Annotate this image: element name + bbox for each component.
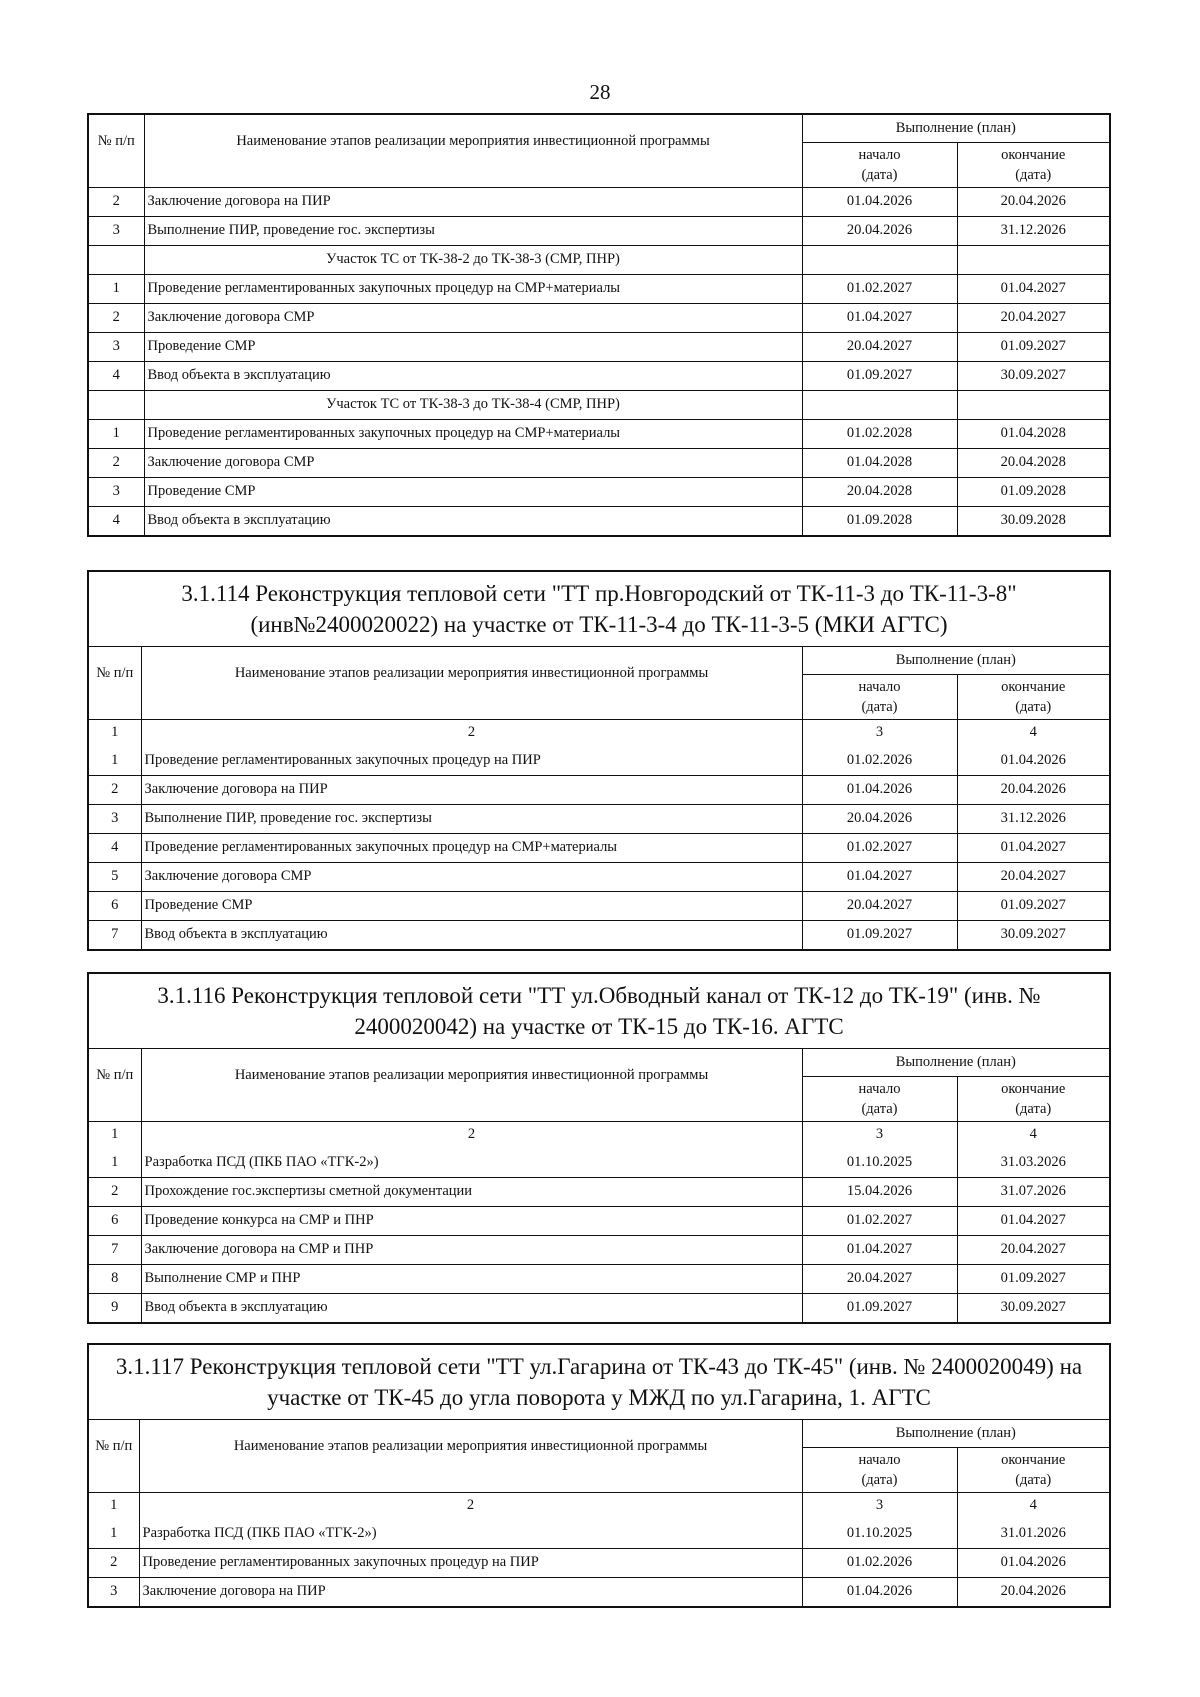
row-stage-name: Проведение СМР — [144, 477, 802, 506]
table-row — [89, 920, 1109, 949]
row-end-date: 30.09.2028 — [957, 506, 1109, 535]
row-start-date: 01.02.2027 — [802, 833, 957, 862]
row-end-date: 20.04.2026 — [957, 775, 1109, 804]
row-end-date: 01.04.2027 — [957, 274, 1109, 303]
row-number: 4 — [89, 833, 141, 862]
section-title: 3.1.116 Реконструкция тепловой сети "ТТ ул.Обводный канал от ТК-12 до ТК-19" (инв. № 2400020042) на участке от ТК-15 до ТК-16. АГТС — [89, 974, 1109, 1049]
schedule-table — [89, 115, 1109, 535]
row-end-date: 01.09.2027 — [957, 332, 1109, 361]
col-number: 1 — [89, 719, 141, 746]
row-number: 1 — [89, 274, 144, 303]
row-stage-name: Заключение договора на ПИР — [141, 775, 802, 804]
row-number: 8 — [89, 1264, 141, 1293]
header-exec: Выполнение (план) — [802, 1420, 1109, 1447]
table-row — [89, 804, 1109, 833]
table-row — [89, 1293, 1109, 1322]
row-stage-name: Заключение договора СМР — [141, 862, 802, 891]
row-end-date — [957, 245, 1109, 274]
row-end-date: 20.04.2027 — [957, 862, 1109, 891]
row-start-date: 20.04.2028 — [802, 477, 957, 506]
row-number: 7 — [89, 1235, 141, 1264]
row-number: 7 — [89, 920, 141, 949]
row-start-date: 01.04.2026 — [802, 1577, 957, 1606]
row-start-date: 01.04.2027 — [802, 303, 957, 332]
row-stage-name: Ввод объекта в эксплуатацию — [144, 506, 802, 535]
row-start-date: 01.10.2025 — [802, 1519, 957, 1548]
row-number: 1 — [89, 1519, 139, 1548]
table-row — [89, 1519, 1109, 1548]
row-number: 2 — [89, 1177, 141, 1206]
row-start-date: 20.04.2026 — [802, 216, 957, 245]
row-stage-name: Выполнение СМР и ПНР — [141, 1264, 802, 1293]
row-start-date: 20.04.2027 — [802, 1264, 957, 1293]
row-start-date: 01.04.2028 — [802, 448, 957, 477]
col-number: 4 — [957, 1121, 1109, 1148]
row-number: 1 — [89, 1148, 141, 1177]
row-end-date: 01.04.2027 — [957, 833, 1109, 862]
header-end: окончание (дата) — [957, 1447, 1109, 1492]
table-row — [89, 448, 1109, 477]
table-subheader-row — [89, 245, 1109, 274]
row-start-date: 01.04.2026 — [802, 187, 957, 216]
row-stage-name: Выполнение ПИР, проведение гос. экспертизы — [141, 804, 802, 833]
row-end-date: 01.09.2027 — [957, 891, 1109, 920]
table-row — [89, 862, 1109, 891]
row-number: 4 — [89, 361, 144, 390]
row-number: 3 — [89, 804, 141, 833]
row-number: 2 — [89, 187, 144, 216]
row-number: 3 — [89, 477, 144, 506]
table-row — [89, 1148, 1109, 1177]
row-stage-name: Проведение регламентированных закупочных процедур на СМР+материалы — [144, 419, 802, 448]
row-end-date: 31.03.2026 — [957, 1148, 1109, 1177]
section-114-block — [87, 570, 1111, 951]
header-exec: Выполнение (план) — [802, 1049, 1109, 1076]
row-start-date — [802, 245, 957, 274]
row-start-date: 01.10.2025 — [802, 1148, 957, 1177]
row-end-date: 30.09.2027 — [957, 361, 1109, 390]
header-exec: Выполнение (план) — [802, 115, 1109, 142]
row-stage-name: Разработка ПСД (ПКБ ПАО «ТГК-2») — [141, 1148, 802, 1177]
row-end-date: 01.04.2026 — [957, 746, 1109, 775]
row-start-date: 01.04.2027 — [802, 1235, 957, 1264]
row-end-date: 30.09.2027 — [957, 1293, 1109, 1322]
row-number: 2 — [89, 1548, 139, 1577]
row-number: 5 — [89, 862, 141, 891]
header-start: начало (дата) — [802, 142, 957, 187]
col-number: 2 — [141, 1121, 802, 1148]
row-stage-name: Проведение регламентированных закупочных процедур на ПИР — [141, 746, 802, 775]
row-end-date: 01.04.2027 — [957, 1206, 1109, 1235]
row-end-date: 01.09.2028 — [957, 477, 1109, 506]
header-num: № п/п — [89, 647, 141, 719]
row-start-date: 01.09.2027 — [802, 361, 957, 390]
row-end-date: 31.01.2026 — [957, 1519, 1109, 1548]
row-end-date: 31.12.2026 — [957, 216, 1109, 245]
row-end-date: 31.12.2026 — [957, 804, 1109, 833]
col-number: 3 — [802, 1492, 957, 1519]
row-number: 3 — [89, 332, 144, 361]
header-end: окончание (дата) — [957, 142, 1109, 187]
row-stage-name: Заключение договора на СМР и ПНР — [141, 1235, 802, 1264]
row-number: 2 — [89, 303, 144, 332]
subsection-title: Участок ТС от ТК-38-3 до ТК-38-4 (СМР, ПНР) — [144, 390, 802, 419]
table-row — [89, 1548, 1109, 1577]
row-number: 2 — [89, 775, 141, 804]
row-start-date: 01.02.2027 — [802, 274, 957, 303]
col-number: 3 — [802, 1121, 957, 1148]
row-start-date: 01.02.2026 — [802, 746, 957, 775]
header-end: окончание (дата) — [957, 674, 1109, 719]
header-num: № п/п — [89, 115, 144, 187]
header-name: Наименование этапов реализации мероприятия инвестиционной программы — [141, 647, 802, 719]
row-stage-name: Ввод объекта в эксплуатацию — [141, 920, 802, 949]
col-number: 4 — [957, 1492, 1109, 1519]
section-117-block — [87, 1343, 1111, 1608]
header-name: Наименование этапов реализации мероприятия инвестиционной программы — [144, 115, 802, 187]
row-start-date: 01.02.2026 — [802, 1548, 957, 1577]
table-row — [89, 746, 1109, 775]
table-row — [89, 833, 1109, 862]
col-number: 4 — [957, 719, 1109, 746]
row-start-date: 20.04.2026 — [802, 804, 957, 833]
row-number: 1 — [89, 419, 144, 448]
row-stage-name: Выполнение ПИР, проведение гос. экспертизы — [144, 216, 802, 245]
continuation-table-block — [87, 113, 1111, 537]
table-row — [89, 477, 1109, 506]
header-exec: Выполнение (план) — [802, 647, 1109, 674]
row-stage-name: Заключение договора СМР — [144, 448, 802, 477]
row-end-date: 20.04.2026 — [957, 187, 1109, 216]
row-number: 2 — [89, 448, 144, 477]
table-row — [89, 506, 1109, 535]
row-end-date: 20.04.2028 — [957, 448, 1109, 477]
row-end-date: 01.04.2028 — [957, 419, 1109, 448]
table-row — [89, 332, 1109, 361]
table-row — [89, 1577, 1109, 1606]
row-start-date: 01.02.2027 — [802, 1206, 957, 1235]
table-row — [89, 1235, 1109, 1264]
row-stage-name: Проведение конкурса на СМР и ПНР — [141, 1206, 802, 1235]
row-stage-name: Проведение СМР — [144, 332, 802, 361]
row-start-date: 20.04.2027 — [802, 891, 957, 920]
header-start: начало (дата) — [802, 1447, 957, 1492]
schedule-table — [89, 1049, 1109, 1322]
table-row — [89, 187, 1109, 216]
header-start: начало (дата) — [802, 674, 957, 719]
col-number: 3 — [802, 719, 957, 746]
row-end-date — [957, 390, 1109, 419]
header-num: № п/п — [89, 1049, 141, 1121]
schedule-table — [89, 1420, 1109, 1606]
row-start-date: 20.04.2027 — [802, 332, 957, 361]
schedule-table — [89, 647, 1109, 949]
row-stage-name: Заключение договора СМР — [144, 303, 802, 332]
row-number — [89, 245, 144, 274]
row-start-date: 15.04.2026 — [802, 1177, 957, 1206]
table-row — [89, 419, 1109, 448]
row-number: 6 — [89, 1206, 141, 1235]
row-stage-name: Проведение регламентированных закупочных процедур на ПИР — [139, 1548, 802, 1577]
col-number: 2 — [141, 719, 802, 746]
row-start-date: 01.04.2026 — [802, 775, 957, 804]
row-start-date: 01.09.2027 — [802, 1293, 957, 1322]
header-num: № п/п — [89, 1420, 139, 1492]
section-title: 3.1.117 Реконструкция тепловой сети "ТТ ул.Гагарина от ТК-43 до ТК-45" (инв. № 2400020049) на участке от ТК-45 до угла поворота у МЖД по ул.Гагарина, 1. АГТС — [89, 1345, 1109, 1420]
col-number: 2 — [139, 1492, 802, 1519]
row-end-date: 20.04.2026 — [957, 1577, 1109, 1606]
row-start-date: 01.09.2027 — [802, 920, 957, 949]
row-start-date: 01.09.2028 — [802, 506, 957, 535]
row-start-date — [802, 390, 957, 419]
row-number: 1 — [89, 746, 141, 775]
table-subheader-row — [89, 390, 1109, 419]
row-end-date: 31.07.2026 — [957, 1177, 1109, 1206]
header-start: начало (дата) — [802, 1076, 957, 1121]
table-row — [89, 274, 1109, 303]
row-number: 4 — [89, 506, 144, 535]
table-row — [89, 1177, 1109, 1206]
row-stage-name: Ввод объекта в эксплуатацию — [144, 361, 802, 390]
section-116-block — [87, 972, 1111, 1324]
row-stage-name: Проведение СМР — [141, 891, 802, 920]
header-name: Наименование этапов реализации мероприятия инвестиционной программы — [139, 1420, 802, 1492]
col-number: 1 — [89, 1121, 141, 1148]
subsection-title: Участок ТС от ТК-38-2 до ТК-38-3 (СМР, ПНР) — [144, 245, 802, 274]
table-row — [89, 1264, 1109, 1293]
row-number: 3 — [89, 1577, 139, 1606]
row-stage-name: Разработка ПСД (ПКБ ПАО «ТГК-2») — [139, 1519, 802, 1548]
section-title: 3.1.114 Реконструкция тепловой сети "ТТ пр.Новгородский от ТК-11-3 до ТК-11-3-8" (инв№2400020022) на участке от ТК-11-3-4 до ТК-11-3-5 (МКИ АГТС) — [89, 572, 1109, 647]
header-end: окончание (дата) — [957, 1076, 1109, 1121]
row-stage-name: Ввод объекта в эксплуатацию — [141, 1293, 802, 1322]
table-row — [89, 775, 1109, 804]
row-start-date: 01.02.2028 — [802, 419, 957, 448]
row-end-date: 20.04.2027 — [957, 1235, 1109, 1264]
row-end-date: 30.09.2027 — [957, 920, 1109, 949]
row-number: 9 — [89, 1293, 141, 1322]
table-row — [89, 361, 1109, 390]
col-number: 1 — [89, 1492, 139, 1519]
row-end-date: 20.04.2027 — [957, 303, 1109, 332]
row-stage-name: Заключение договора на ПИР — [139, 1577, 802, 1606]
row-number — [89, 390, 144, 419]
row-start-date: 01.04.2027 — [802, 862, 957, 891]
table-row — [89, 1206, 1109, 1235]
table-row — [89, 303, 1109, 332]
table-row — [89, 216, 1109, 245]
row-end-date: 01.04.2026 — [957, 1548, 1109, 1577]
row-stage-name: Проведение регламентированных закупочных процедур на СМР+материалы — [141, 833, 802, 862]
row-stage-name: Прохождение гос.экспертизы сметной документации — [141, 1177, 802, 1206]
table-row — [89, 891, 1109, 920]
row-number: 3 — [89, 216, 144, 245]
header-name: Наименование этапов реализации мероприятия инвестиционной программы — [141, 1049, 802, 1121]
row-stage-name: Заключение договора на ПИР — [144, 187, 802, 216]
page-number: 28 — [589, 80, 611, 104]
row-end-date: 01.09.2027 — [957, 1264, 1109, 1293]
row-number: 6 — [89, 891, 141, 920]
row-stage-name: Проведение регламентированных закупочных процедур на СМР+материалы — [144, 274, 802, 303]
